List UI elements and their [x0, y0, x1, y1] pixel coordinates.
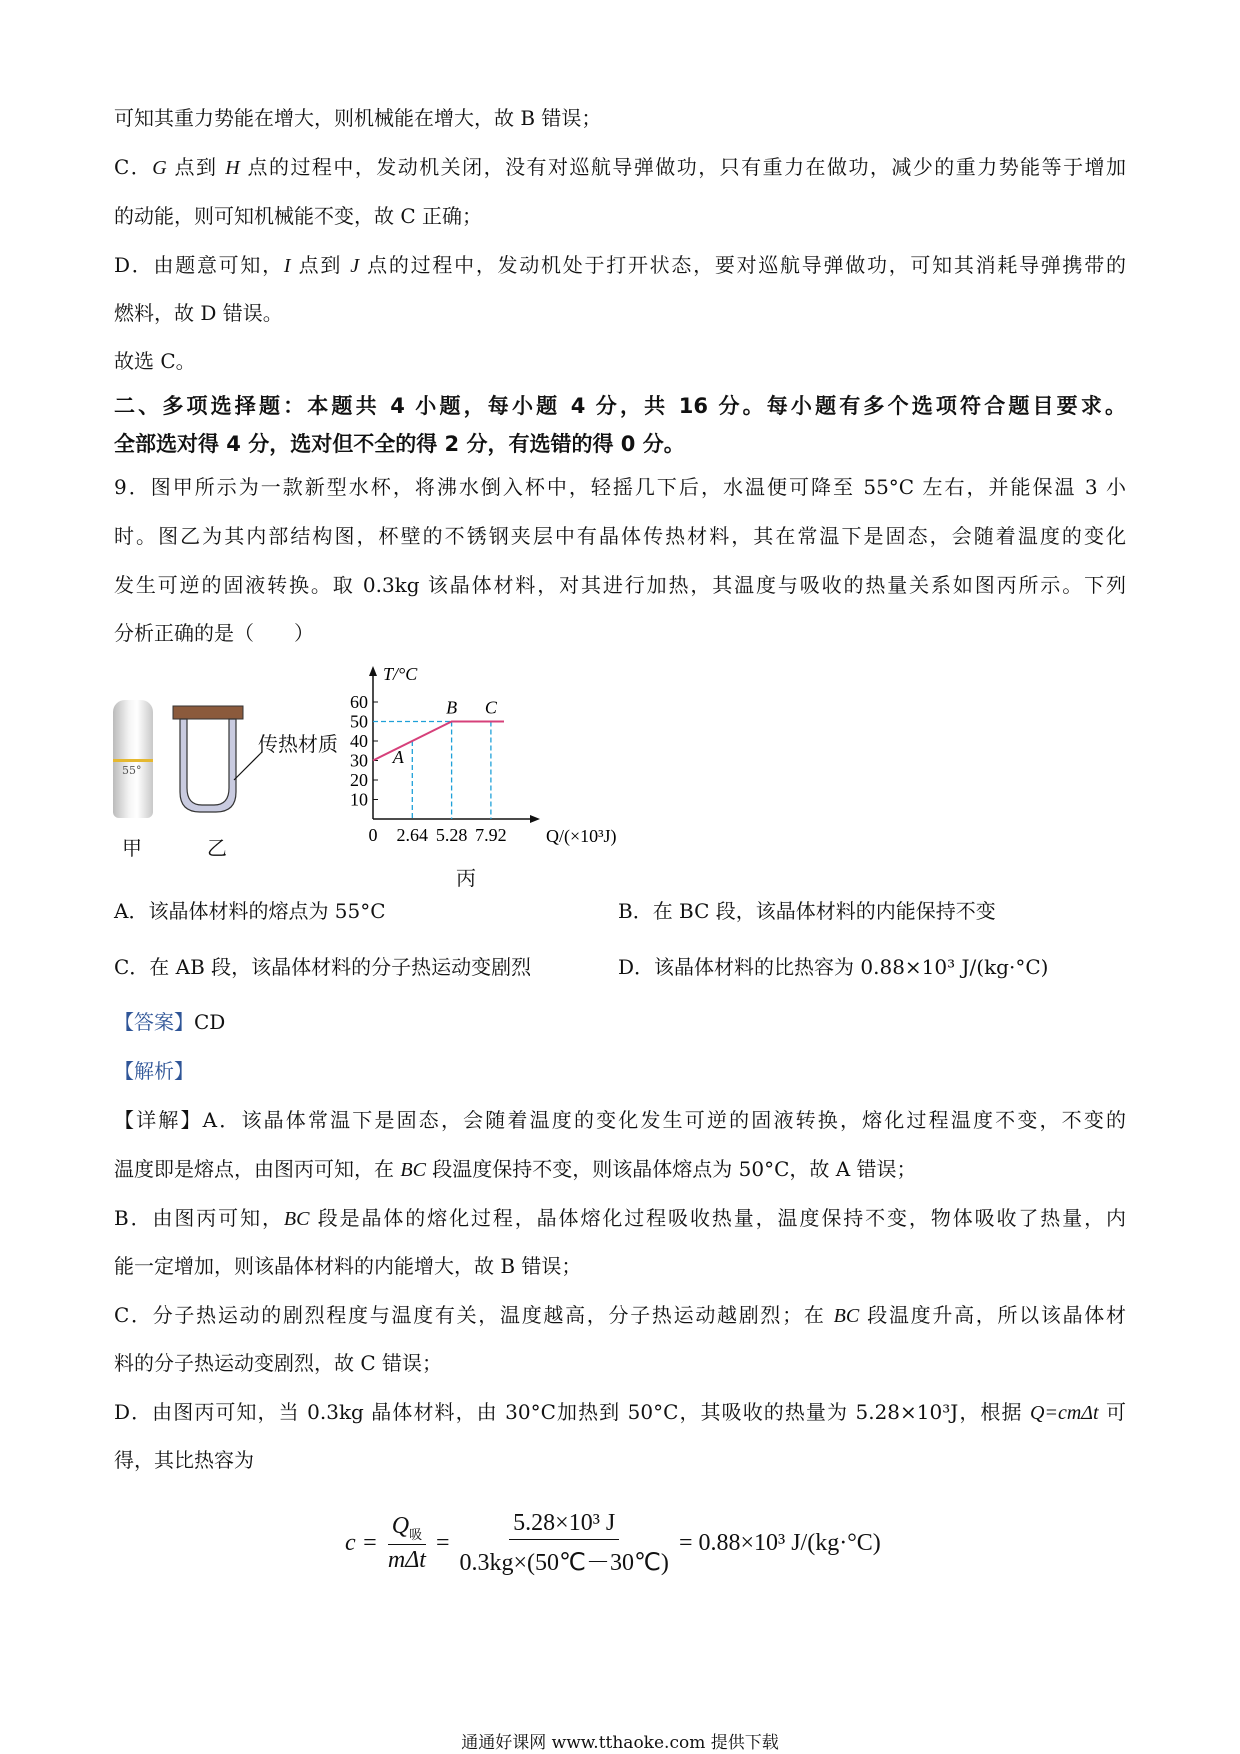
formula-den1: mΔt: [387, 1547, 426, 1574]
x-tick-label: 5.28: [435, 825, 468, 845]
text-segment: 发生可逆的固液转换。取 0.3kg 该晶体材料，对其进行加热，其温度与吸收的热量关系如图丙所示。下列: [114, 573, 1126, 597]
label-bing: 丙: [456, 866, 476, 890]
y-tick-label: 40: [350, 731, 368, 751]
y-axis-arrow: [369, 666, 377, 676]
text-segment: G: [152, 157, 167, 179]
text-segment: BC: [283, 1208, 310, 1230]
text-segment: 【答案】: [114, 1010, 194, 1034]
text-segment: 分析正确的是（ ）: [114, 621, 314, 645]
text-segment: B．由图丙可知，: [114, 1206, 284, 1230]
point-label-c: C: [484, 697, 497, 718]
text-segment: 得，其比热容为: [114, 1448, 254, 1472]
text-segment: 点到: [166, 155, 226, 179]
label-jia: 甲: [122, 836, 142, 860]
text-line: [114, 1057, 1126, 1085]
text-segment: 【详解】A．该晶体常温下是固态，会随着温度的变化发生可逆的固液转换，熔化过程温度不变，不变的: [114, 1108, 1126, 1132]
text-line: [114, 1398, 1126, 1427]
text-segment: 段温度升高，所以该晶体材: [859, 1303, 1126, 1327]
label-yi: 乙: [207, 836, 227, 860]
text-segment: 点的过程中，发动机处于打开状态，要对巡航导弹做功，可知其消耗导弹携带的: [359, 253, 1127, 277]
y-tick-label: 10: [350, 789, 368, 810]
formula-result: = 0.88×10³ J/(kg·°C): [678, 1530, 881, 1556]
text-segment: 温度即是熔点，由图丙可知，在: [114, 1157, 401, 1181]
text-segment: 全部选对得 4 分，选对但不全的得 2 分，有选错的得 0 分。: [114, 432, 685, 456]
text-segment: BC: [833, 1305, 860, 1327]
text-line: [114, 1155, 1126, 1184]
text-segment: Q=cmΔt: [1030, 1402, 1099, 1424]
cup-mark: 55°: [122, 764, 142, 777]
x-axis-arrow: [530, 815, 540, 823]
text-segment: 点到: [290, 253, 351, 277]
text-segment: 段是晶体的熔化过程，晶体熔化过程吸收热量，温度保持不变，物体吸收了热量，内: [309, 1206, 1126, 1230]
text-line: [114, 1204, 1126, 1233]
text-segment: H: [225, 157, 240, 179]
x-tick-label: 7.92: [475, 825, 507, 845]
formula-den2: 0.3kg×(50℃－30℃): [459, 1550, 669, 1576]
text-segment: 【解析】: [114, 1059, 194, 1083]
text-segment: D．由图丙可知，当 0.3kg 晶体材料，由 30°C加热到 50°C，其吸收的热量为 5.28×10³J，根据: [114, 1400, 1031, 1424]
text-segment: D．由题意可知，: [114, 253, 284, 277]
formula-num2: 5.28×10³ J: [509, 1510, 619, 1540]
text-line: [114, 1008, 1126, 1036]
text-segment: 故选 C。: [114, 349, 196, 373]
text-segment: J: [350, 255, 360, 277]
text-segment: 可: [1098, 1400, 1127, 1424]
option-d: D．该晶体材料的比热容为 0.88×10³ J/(kg·°C): [618, 955, 1049, 979]
text-segment: 二、多项选择题：本题共 4 小题，每小题 4 分，共 16 分。每小题有多个选项符合题目要求。: [114, 394, 1126, 418]
y-tick-label: 20: [350, 770, 368, 790]
formula-eq: =: [435, 1530, 450, 1556]
option-a: A．该晶体材料的熔点为 55°C: [114, 899, 386, 923]
option-c: C．在 AB 段，该晶体材料的分子热运动变剧烈: [114, 955, 532, 979]
formula: [345, 1510, 881, 1577]
y-tick-label: 60: [350, 692, 368, 712]
text-line: [114, 1106, 1126, 1134]
x-axis-label: Q/(×10³J): [546, 826, 617, 846]
point-label-a: A: [392, 747, 404, 767]
text-line: [114, 1252, 1126, 1280]
text-line: [114, 1446, 1126, 1474]
text-line: [114, 1349, 1126, 1377]
y-tick-label: 30: [350, 750, 368, 771]
text-line: [114, 1301, 1126, 1330]
fraction-2: [456, 1510, 673, 1577]
text-segment: 能一定增加，则该晶体材料的内能增大，故 B 错误；: [114, 1254, 582, 1278]
text-segment: BC: [400, 1159, 426, 1181]
y-axis-label: T/°C: [383, 664, 418, 684]
text-segment: 点的过程中，发动机关闭，没有对巡航导弹做功，只有重力在做功，减少的重力势能等于增加: [239, 155, 1126, 179]
option-b: B．在 BC 段，该晶体材料的内能保持不变: [618, 899, 996, 923]
text-segment: 段温度保持不变，则该晶体熔点为 50°C，故 A 错误；: [425, 1157, 917, 1181]
text-segment: 9．图甲所示为一款新型水杯，将沸水倒入杯中，轻摇几下后，水温便可降至 55°C 左右，并能保温 3 小: [114, 475, 1126, 499]
text-segment: C．分子热运动的剧烈程度与温度有关，温度越高，分子热运动越剧烈；在: [114, 1303, 834, 1327]
formula-q: Q: [391, 1512, 410, 1539]
point-label-b: B: [446, 697, 458, 718]
text-segment: 时。图乙为其内部结构图，杯壁的不锈钢夹层中有晶体传热材料，其在常温下是固态，会随着温度的变化: [114, 524, 1126, 548]
footer: 通通好课网 www.tthaoke.com 提供下载: [461, 1733, 779, 1753]
formula-c: c =: [345, 1530, 378, 1556]
fraction-1: [384, 1513, 430, 1575]
text-segment: 的动能，则可知机械能不变，故 C 正确；: [114, 204, 483, 228]
text-segment: 可知其重力势能在增大，则机械能在增大，故 B 错误；: [114, 106, 602, 130]
x-tick-label: 0: [368, 825, 378, 845]
text-segment: C．: [114, 155, 153, 179]
x-tick-label: 2.64: [396, 825, 429, 845]
text-segment: CD: [194, 1010, 226, 1034]
y-tick-label: 50: [350, 711, 368, 732]
text-segment: I: [283, 255, 291, 277]
text-segment: 料的分子热运动变剧烈，故 C 错误；: [114, 1351, 443, 1375]
material-label: 传热材质: [258, 732, 338, 756]
formula-q-sub: 吸: [409, 1526, 423, 1542]
text-segment: 燃料，故 D 错误。: [114, 301, 283, 325]
